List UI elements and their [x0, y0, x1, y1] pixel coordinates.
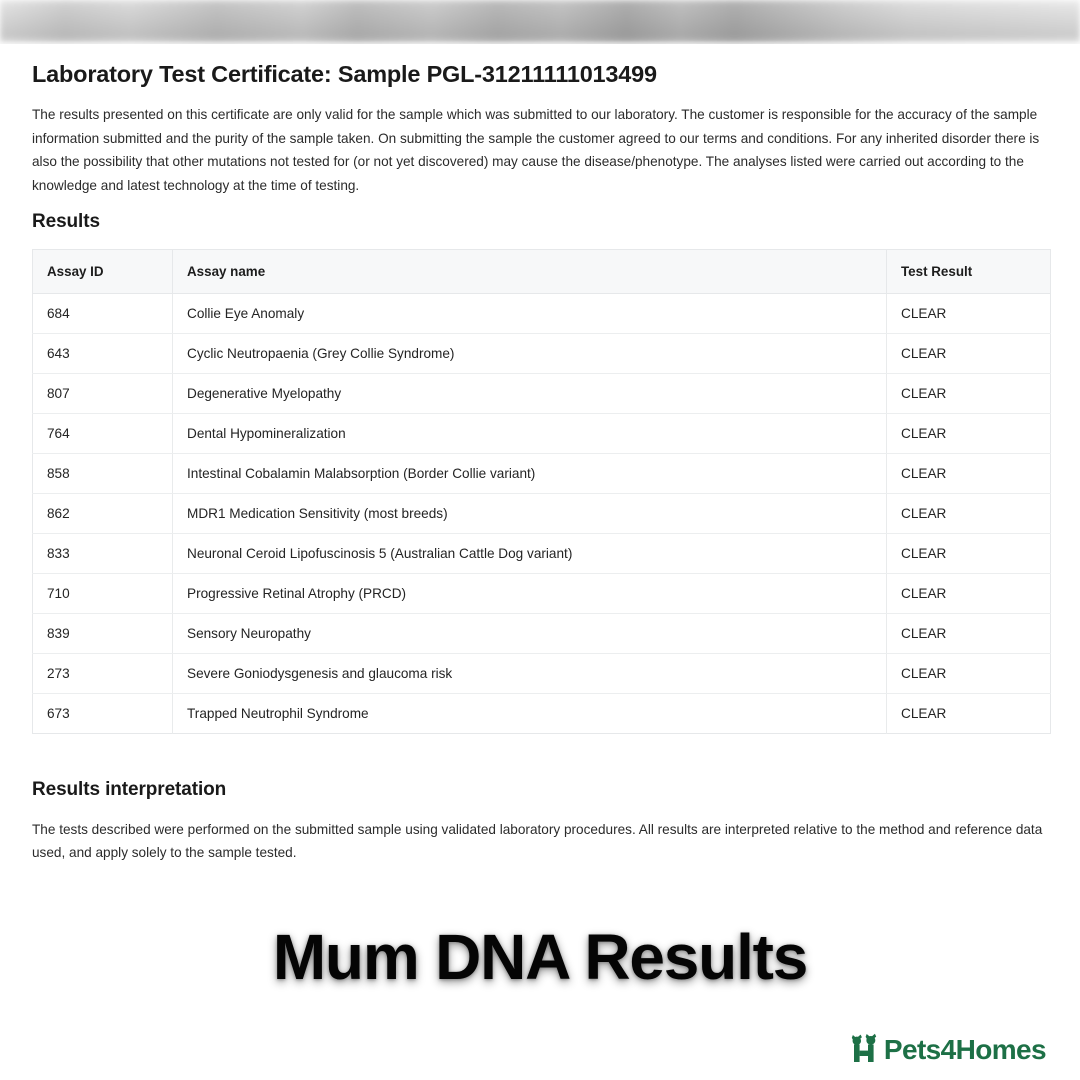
cell-test-result: CLEAR [887, 653, 1051, 693]
cell-assay-id: 643 [33, 333, 173, 373]
column-header-assay-name: Assay name [173, 249, 887, 293]
cell-assay-id: 273 [33, 653, 173, 693]
table-header-row [33, 249, 1051, 293]
cell-assay-id: 673 [33, 693, 173, 733]
pets4homes-logo-text: Pets4Homes [883, 1034, 1046, 1065]
cell-assay-id: 839 [33, 613, 173, 653]
page-title: Laboratory Test Certificate: Sample PGL-31211111013499 [32, 61, 657, 87]
cell-test-result: CLEAR [887, 613, 1051, 653]
column-header-assay-id: Assay ID [33, 249, 173, 293]
table-row [33, 613, 1051, 653]
cell-assay-id: 858 [33, 453, 173, 493]
table-row [33, 533, 1051, 573]
table-row [33, 453, 1051, 493]
cell-test-result: CLEAR [887, 413, 1051, 453]
cell-assay-name: Trapped Neutrophil Syndrome [173, 693, 887, 733]
cell-test-result: CLEAR [887, 373, 1051, 413]
cell-assay-id: 684 [33, 293, 173, 333]
cell-assay-id: 862 [33, 493, 173, 533]
table-row [33, 493, 1051, 533]
cell-assay-name: Cyclic Neutropaenia (Grey Collie Syndrome) [173, 333, 887, 373]
cell-assay-name: Intestinal Cobalamin Malabsorption (Border Collie variant) [173, 453, 887, 493]
cell-assay-name: Neuronal Ceroid Lipofuscinosis 5 (Australian Cattle Dog variant) [173, 533, 887, 573]
table-row [33, 413, 1051, 453]
interpretation-section [32, 779, 1048, 865]
browser-chrome-bar [0, 0, 1080, 44]
results-table-container [32, 249, 1050, 734]
table-row [33, 653, 1051, 693]
cell-test-result: CLEAR [887, 453, 1051, 493]
cell-test-result: CLEAR [887, 333, 1051, 373]
cell-assay-name: MDR1 Medication Sensitivity (most breeds) [173, 493, 887, 533]
cell-assay-id: 764 [33, 413, 173, 453]
cell-assay-name: Sensory Neuropathy [173, 613, 887, 653]
cell-test-result: CLEAR [887, 493, 1051, 533]
cell-test-result: CLEAR [887, 293, 1051, 333]
cell-assay-name: Collie Eye Anomaly [173, 293, 887, 333]
cell-test-result: CLEAR [887, 573, 1051, 613]
cell-test-result: CLEAR [887, 693, 1051, 733]
results-table-body [33, 293, 1051, 733]
table-row [33, 693, 1051, 733]
cell-assay-name: Degenerative Myelopathy [173, 373, 887, 413]
table-row [33, 293, 1051, 333]
cell-assay-name: Severe Goniodysgenesis and glaucoma risk [173, 653, 887, 693]
results-section-heading: Results [32, 210, 100, 232]
pets4homes-dog-house-icon [850, 1032, 880, 1068]
cell-assay-name: Progressive Retinal Atrophy (PRCD) [173, 573, 887, 613]
results-table [32, 249, 1051, 734]
cell-assay-id: 833 [33, 533, 173, 573]
column-header-test-result: Test Result [887, 249, 1051, 293]
cell-assay-id: 807 [33, 373, 173, 413]
overlay-caption: Mum DNA Results [272, 921, 808, 993]
certificate-document [0, 44, 1080, 865]
cell-test-result: CLEAR [887, 533, 1051, 573]
interpretation-paragraph: The tests described were performed on the submitted sample using validated laboratory procedures. All results are interpreted relative to the method and reference data used, and apply solely to the sample tested. [32, 821, 1043, 861]
interpretation-section-heading: Results interpretation [32, 778, 227, 800]
results-table-head [33, 249, 1051, 293]
cell-assay-name: Dental Hypomineralization [173, 413, 887, 453]
table-row [33, 373, 1051, 413]
certificate-disclaimer-paragraph: The results presented on this certificate are only valid for the sample which was submitted to our laboratory. The customer is responsible for the accuracy of the sample information submitted and the purity of the sample taken. On submitting the sample the customer agreed to our terms and conditions. For any inherited disorder there is also the possibility that other mutations not tested for (or not yet discovered) may cause the disease/phenotype. The analyses listed were carried out according to the knowledge and latest technology at the time of testing. [32, 107, 1040, 193]
table-row [33, 573, 1051, 613]
cell-assay-id: 710 [33, 573, 173, 613]
table-row [33, 333, 1051, 373]
pets4homes-logo [850, 1032, 1046, 1068]
